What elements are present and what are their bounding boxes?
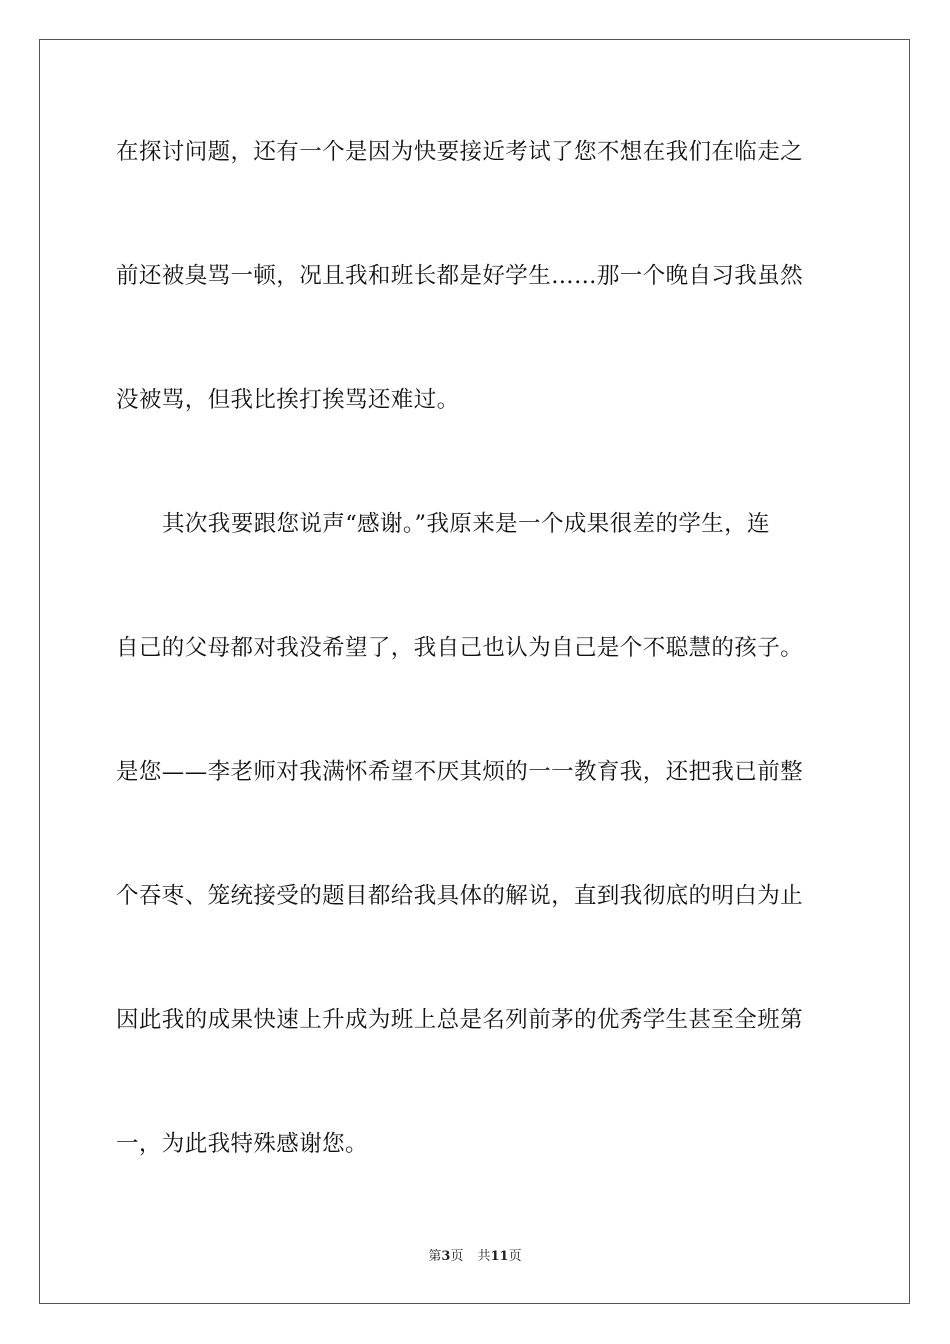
text-line: 因此我的成果快速上升成为班上总是名列前茅的优秀学生甚至全班第 [116, 1007, 804, 1033]
text-line: 没被骂，但我比挨打挨骂还难过。 [116, 387, 460, 413]
text-line: 前还被臭骂一顿，况且我和班长都是好学生……那一个晚自习我虽然 [116, 263, 804, 289]
text-line: 一，为此我特殊感谢您。 [116, 1131, 368, 1157]
page-footer [0, 1248, 950, 1266]
text-line: 是您——李老师对我满怀希望不厌其烦的一一教育我，还把我已前整 [116, 759, 804, 785]
page-border [39, 39, 910, 1304]
paragraph-first-line: 其次我要跟您说声“感谢。”我原来是一个成果很差的学生，连 [162, 511, 770, 537]
page-prefix: 第 [428, 1249, 442, 1264]
text-line: 自己的父母都对我没希望了，我自己也认为自己是个不聪慧的孩子。 [116, 635, 804, 661]
page-suffix: 页 [450, 1249, 464, 1264]
text-line: 个吞枣、笼统接受的题目都给我具体的解说，直到我彻底的明白为止 [116, 883, 804, 909]
total-prefix: 共 [477, 1249, 491, 1264]
total-pages: 11 [490, 1249, 509, 1264]
text-line: 在探讨问题，还有一个是因为快要接近考试了您不想在我们在临走之 [116, 139, 804, 165]
page-number: 3 [441, 1249, 451, 1264]
total-suffix: 页 [508, 1249, 522, 1264]
